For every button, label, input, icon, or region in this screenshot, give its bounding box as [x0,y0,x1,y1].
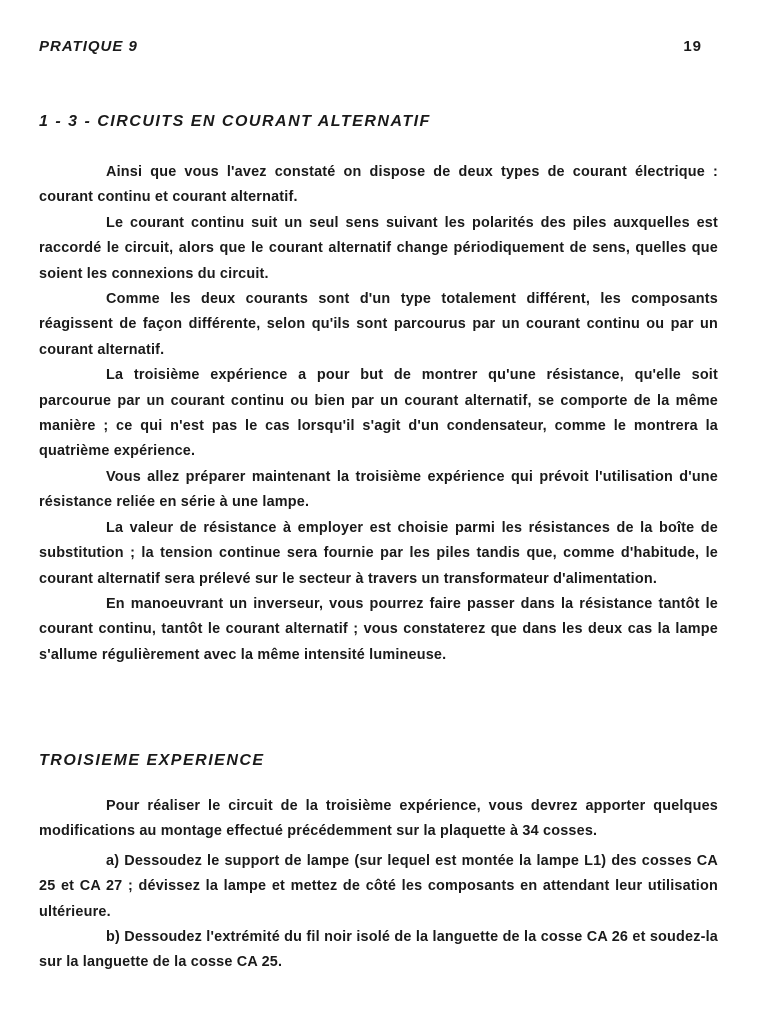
section-body [39,160,718,668]
paragraph: Ainsi que vous l'avez constaté on dispose de deux types de courant électrique : courant continu et courant alternatif. [39,164,718,206]
experiment-heading: TROISIEME EXPERIENCE [39,752,265,769]
paragraph: En manoeuvrant un inverseur, vous pourrez faire passer dans la résistance tantôt le courant continu, tantôt le courant alternatif ; vous constaterez que dans les deux cas la lampe s'allume régulièrement avec la même intensité lumineuse. [39,595,718,663]
experiment-body [39,794,718,976]
paragraph: La troisième expérience a pour but de montrer qu'une résistance, qu'elle soit parcourue par un courant continu ou bien par un courant alternatif, se comporte de la même manière ; ce qui n'est pas le cas lorsqu'il s'agit d'un condensateur, comme le montrera la quatrième expérience. [39,367,718,460]
paragraph: La valeur de résistance à employer est choisie parmi les résistances de la boîte de substitution ; la tension continue sera fournie par les piles tandis que, comme d'habitude, le courant alternatif sera prélevé sur le secteur à travers un transformateur d'alimentation. [39,519,718,587]
paragraph: Le courant continu suit un seul sens suivant les polarités des piles auxquelles est raccordé le circuit, alors que le courant alternatif change périodiquement de sens, quelles que soient les connexions du circuit. [39,214,718,282]
page-number: 19 [683,38,702,55]
header-title: PRATIQUE 9 [39,38,138,55]
paragraph: Comme les deux courants sont d'un type totalement différent, les composants réagissent de façon différente, selon qu'ils sont parcourus par un courant continu ou par un courant alternatif. [39,291,718,358]
step-b: b) Dessoudez l'extrémité du fil noir isolé de la languette de la cosse CA 26 et soudez-la sur la languette de la cosse CA 25. [39,929,718,971]
running-header [39,38,702,55]
section-heading: 1 - 3 - CIRCUITS EN COURANT ALTERNATIF [39,113,431,130]
paragraph: Vous allez préparer maintenant la troisième expérience qui prévoit l'utilisation d'une résistance reliée en série à une lampe. [39,468,718,511]
paragraph: Pour réaliser le circuit de la troisième expérience, vous devrez apporter quelques modifications au montage effectué précédemment sur la plaquette à 34 cosses. [39,798,718,840]
step-a: a) Dessoudez le support de lampe (sur lequel est montée la lampe L1) des cosses CA 25 et CA 27 ; dévissez la lampe et mettez de côté les composants en attendant leur utilisation ultérieure. [39,852,718,920]
